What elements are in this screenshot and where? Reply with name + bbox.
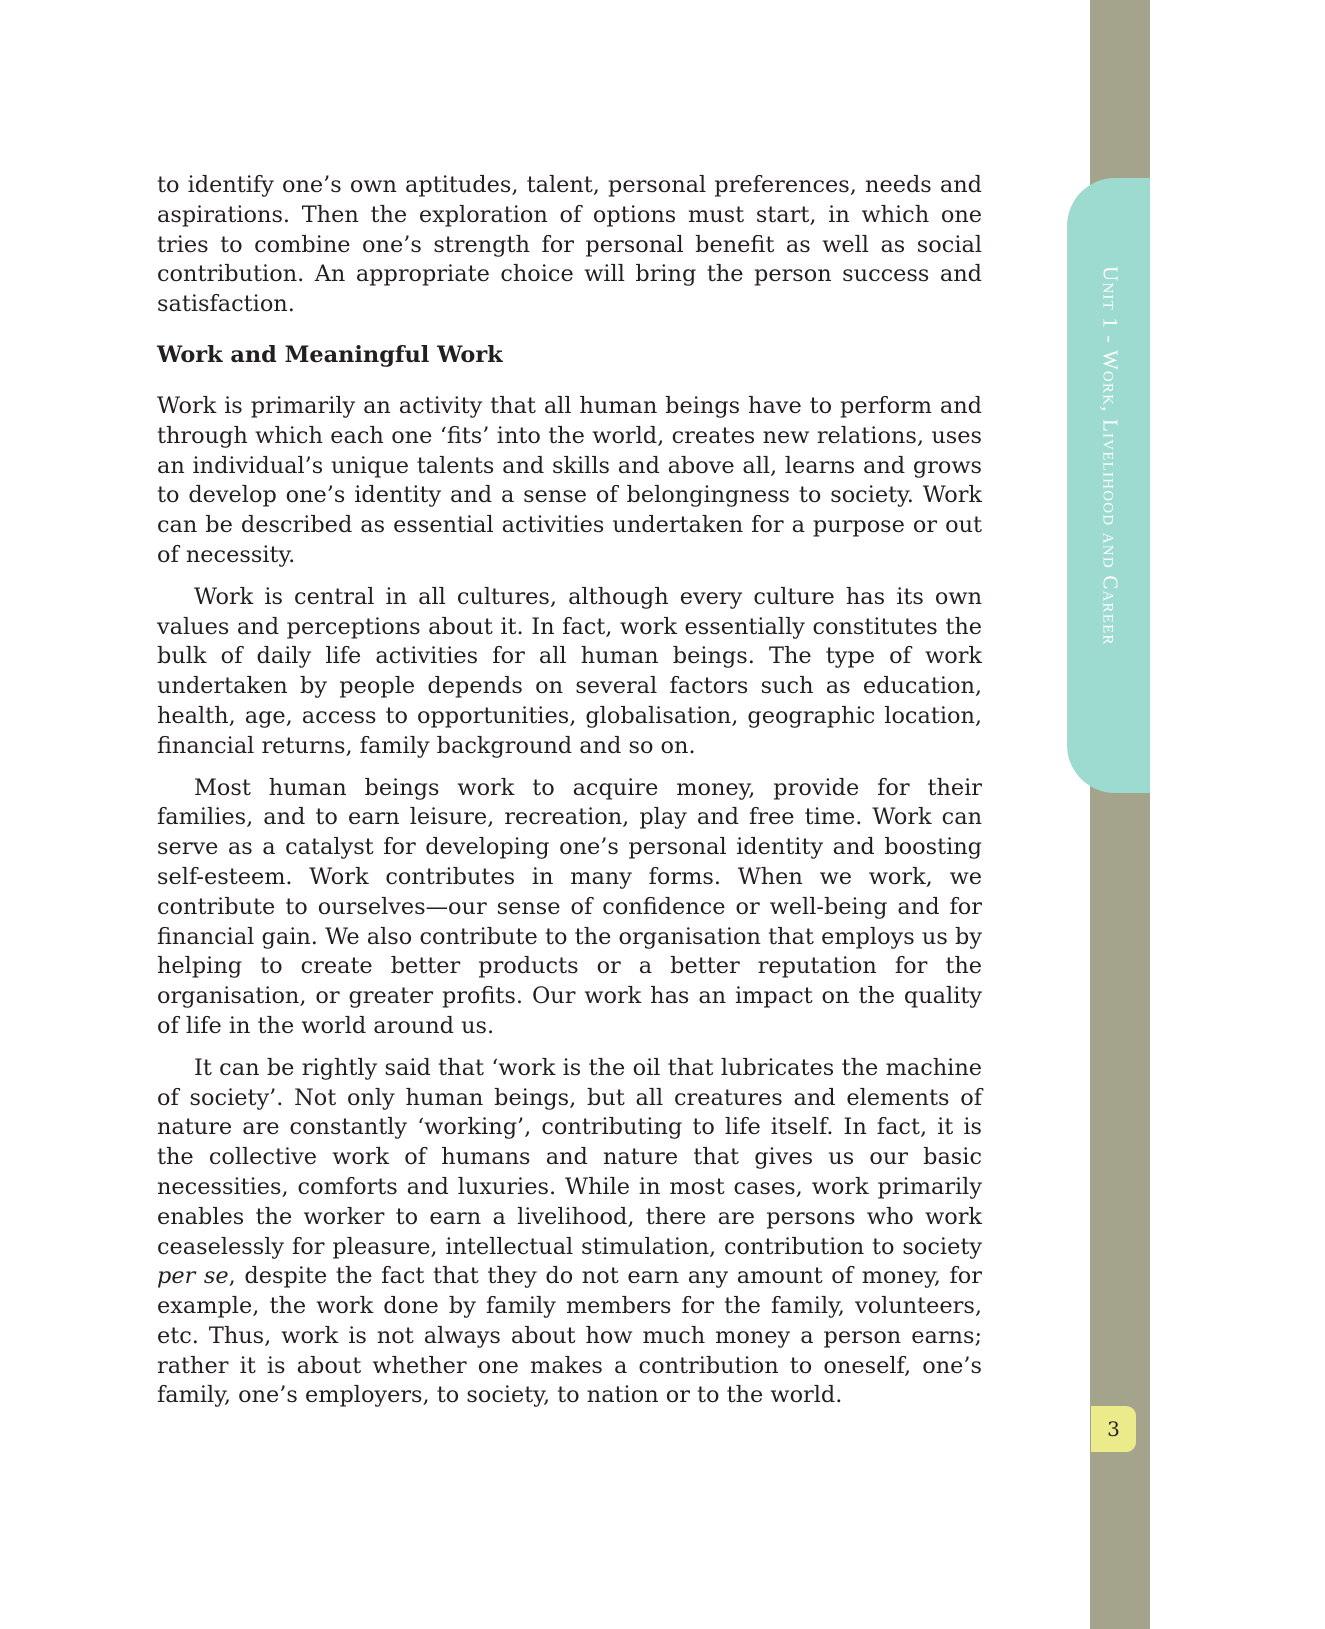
intro-paragraph: to identify one’s own aptitudes, talent, personal preferences, needs and aspirations. Then the exploration of options must start, in which one tries to combine one’s strength for personal benefit as well as social contribution. An appropriate choice will bring the person success and satisfaction. [157, 172, 982, 318]
unit-label: Unit 1 - Work, Livelihood and Career [1098, 266, 1123, 646]
paragraph-4-text-a: It can be rightly said that ‘work is the oil that lubricates the machine of society’. Not only human beings, but all creatures and elements of nature are constantly ‘working’, contributing to life itself. In fact, it is the collective work of humans and nature that gives us our basic necessities, comforts and luxuries. While in most cases, work primarily enables the worker to earn a livelihood, there are persons who work ceaselessly for pleasure, intellectual stimulation, contribution to society [157, 1054, 982, 1260]
paragraph-3: Most human beings work to acquire money, provide for their families, and to earn leisure, recreation, play and free time. Work can serve as a catalyst for developing one’s personal identity and boosting self-esteem. Work contributes in many forms. When we work, we contribute to ourselves—our sense of confidence or well-being and for financial gain. We also contribute to the organisation that employs us by helping to create better products or a better reputation for the organisation, or greater profits. Our work has an impact on the quality of life in the world around us. [157, 774, 982, 1039]
paragraph-1: Work is primarily an activity that all human beings have to perform and through which each one ‘fits’ into the world, creates new relations, uses an individual’s unique talents and skills and above all, learns and grows to develop one’s identity and a sense of belongingness to society. Work can be described as essential activities undertaken for a purpose or out of necessity. [157, 392, 982, 568]
page-number: 3 [1107, 1417, 1120, 1441]
page-number-badge [1091, 1406, 1136, 1452]
page-content [157, 171, 982, 1411]
paragraph-2: Work is central in all cultures, although every culture has its own values and perceptions about it. In fact, work essentially constitutes the bulk of daily life activities for all human beings. The type of work undertaken by people depends on several factors such as education, health, age, access to opportunities, globalisation, geographic location, financial returns, family background and so on. [157, 583, 982, 759]
paragraph-4-text-b: , despite the fact that they do not earn any amount of money, for example, the work done by family members for the family, volunteers, etc. Thus, work is not always about how much money a person earns; rather it is about whether one makes a contribution to oneself, one’s family, one’s employers, to society, to nation or to the world. [157, 1263, 982, 1409]
paragraph-4-italic: per se [157, 1263, 229, 1290]
paragraph-4 [157, 1054, 982, 1412]
section-heading: Work and Meaningful Work [157, 341, 503, 368]
